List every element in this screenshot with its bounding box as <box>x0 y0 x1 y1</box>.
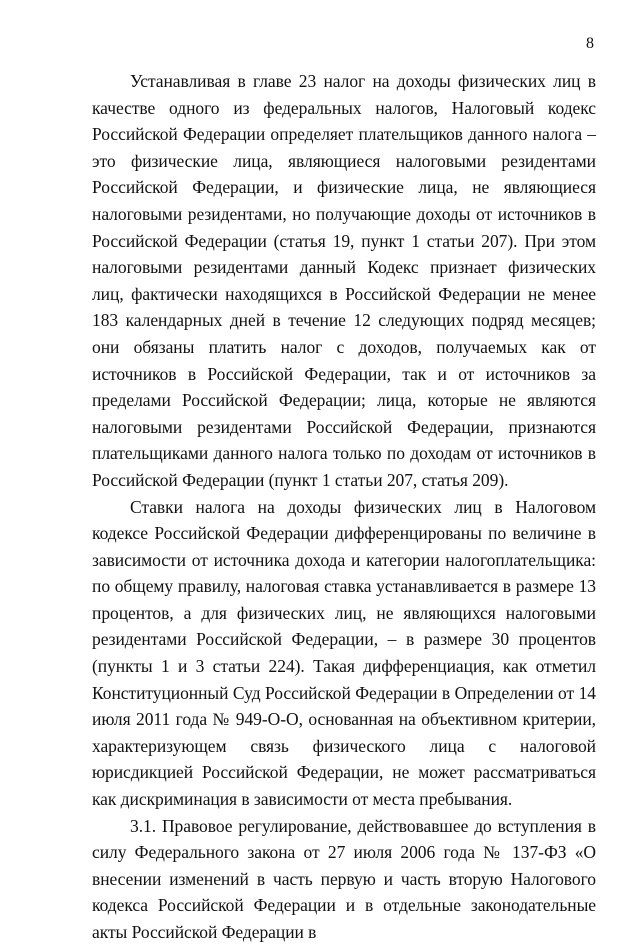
document-body <box>92 68 596 946</box>
page-number: 8 <box>586 35 594 52</box>
paragraph-legal-regulation: 3.1. Правовое регулирование, действовавшее до вступления в силу Федерального закона от 27 июля 2006 года № 137-ФЗ «О внесении изменений в часть первую и часть вторую Налогового кодекса Российской Федерации и в отдельные законодательные акты Российской Федерации в <box>92 815 596 942</box>
paragraph-tax-rates: Ставки налога на доходы физических лиц в Налоговом кодексе Российской Федерации дифференцированы по величине в зависимости от источника дохода и категории налогоплательщика: по общему правилу, налоговая ставка устанавливается в размере 13 процентов, а для физических лиц, не являющихся налоговыми резидентами Российской Федерации, – в размере 30 процентов (пункты 1 и 3 статьи 224). Такая дифференциация, как отметил Конституционный Суд Российской Федерации в Определении от 14 июля 2011 года № 949-О-О, основанная на объективном критерии, характеризующем связь физического лица с налоговой юрисдикцией Российской Федерации, не может рассматриваться как дискриминация в зависимости от места пребывания. <box>92 496 596 810</box>
paragraph-tax-residents: Устанавливая в главе 23 налог на доходы физических лиц в качестве одного из федеральных налогов, Налоговый кодекс Российской Федерации определяет плательщиков данного налога – это физические лица, являющиеся налоговыми резидентами Российской Федерации, и физические лица, не являющиеся налоговыми резидентами, но получающие доходы от источников в Российской Федерации (статья 19, пункт 1 статьи 207). При этом налоговыми резидентами данный Кодекс признает физических лиц, фактически находящихся в Российской Федерации не менее 183 календарных дней в течение 12 следующих подряд месяцев; они обязаны платить налог с доходов, получаемых как от источников в Российской Федерации, так и от источников за пределами Российской Федерации; лица, которые не являются налоговыми резидентами Российской Федерации, признаются плательщиками данного налога только по доходам от источников в Российской Федерации (пункт 1 статьи 207, статья 209). <box>92 71 596 490</box>
